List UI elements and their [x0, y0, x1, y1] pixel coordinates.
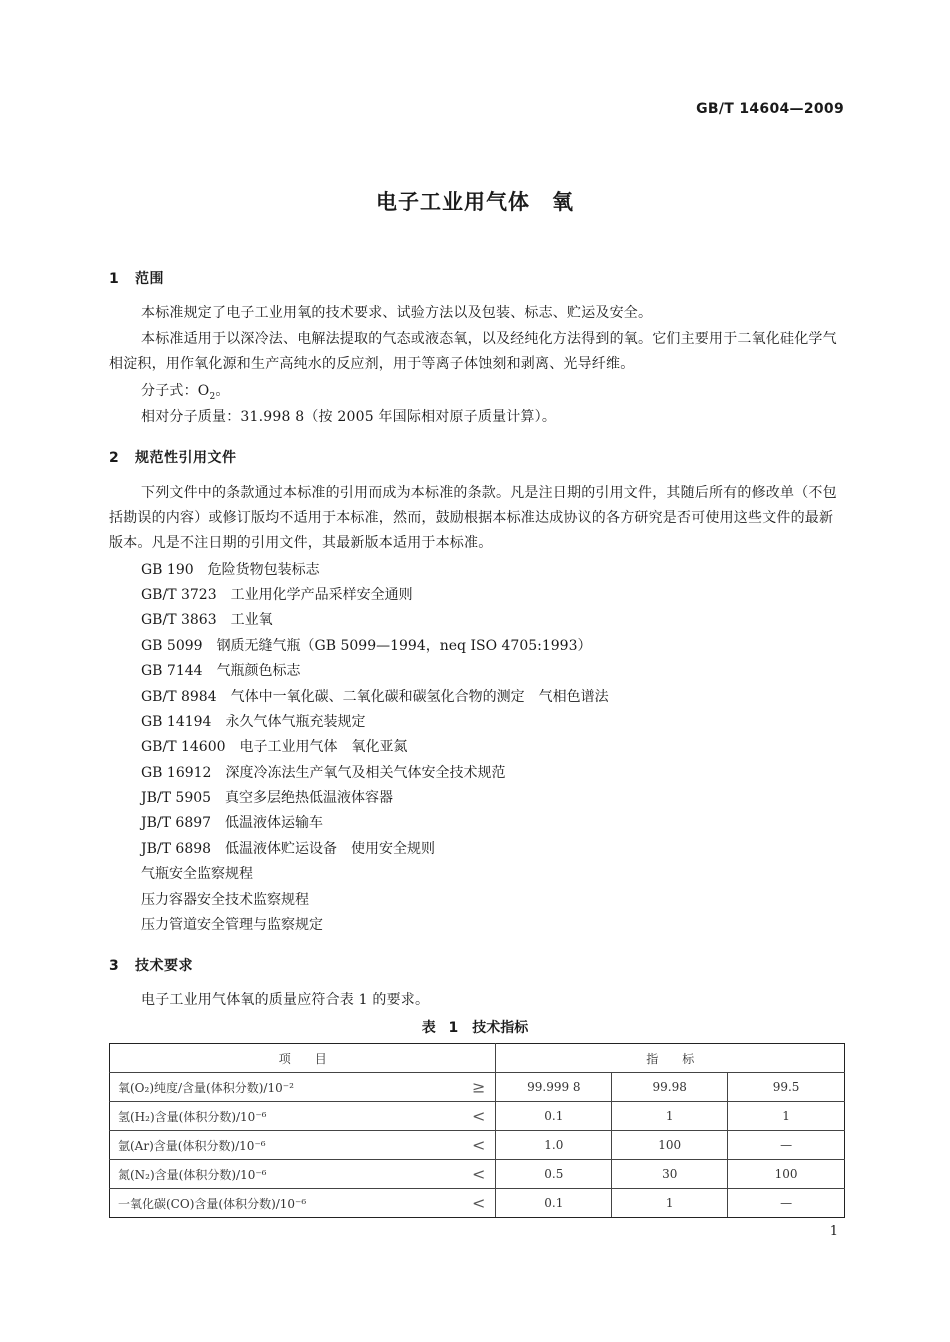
references-intro: 下列文件中的条款通过本标准的引用而成为本标准的条款。凡是注日期的引用文件，其随后所有的修改单（不包括勘误的内容）或修订版均不适用于本标准，然而，鼓励根据本标准达成协议的各方研究是否可使用这些文件的最新版本。凡是不注日期的引用文件，其最新版本适用于本标准。	[109, 485, 837, 551]
reference-title: 低温液体贮运设备 使用安全规则	[225, 841, 436, 857]
reference-code: GB/T 3723	[141, 587, 217, 603]
reference-item	[141, 585, 413, 605]
value-cell: 0.5	[496, 1160, 612, 1189]
table-row	[110, 1073, 845, 1102]
item-label: 氧(O₂)纯度/含量(体积分数)/10⁻²	[118, 1080, 294, 1095]
value-cell: 99.98	[612, 1073, 728, 1102]
formula-end: 。	[215, 383, 230, 399]
table-row	[110, 1189, 845, 1218]
value-cell: 0.1	[496, 1189, 612, 1218]
reference-code: GB/T 8984	[141, 689, 217, 705]
value-cell: 99.999 8	[496, 1073, 612, 1102]
reference-code: JB/T 6897	[141, 815, 212, 831]
value-cell: 1.0	[496, 1131, 612, 1160]
reference-title: 危险货物包装标志	[207, 562, 320, 578]
reference-item	[141, 737, 408, 757]
comparison-operator: <	[472, 1164, 486, 1184]
section-title: 规范性引用文件	[135, 450, 237, 466]
item-cell	[110, 1073, 496, 1102]
section-1-heading	[109, 268, 164, 288]
reference-item	[141, 839, 435, 859]
section-number: 3	[109, 958, 120, 974]
reference-title: 深度冷冻法生产氧气及相关气体安全技术规范	[225, 765, 506, 781]
item-label: 氮(N₂)含量(体积分数)/10⁻⁶	[118, 1167, 267, 1182]
technical-spec-table	[109, 1043, 845, 1218]
reference-item	[141, 560, 320, 580]
reference-code: GB 190	[141, 562, 194, 578]
reference-code: GB 14194	[141, 714, 212, 730]
section-3-heading	[109, 955, 193, 975]
table-row	[110, 1131, 845, 1160]
section-number: 1	[109, 271, 120, 287]
value-cell: 100	[612, 1131, 728, 1160]
table-row	[110, 1160, 845, 1189]
molar-mass: 相对分子质量：31.998 8（按 2005 年国际相对原子质量计算）。	[141, 409, 557, 425]
reference-title: 低温液体运输车	[225, 815, 324, 831]
reference-code: JB/T 5905	[141, 790, 212, 806]
value-cell: —	[728, 1131, 845, 1160]
table-header-row	[110, 1044, 845, 1073]
reference-title: 钢质无缝气瓶（GB 5099—1994，neq ISO 4705:1993）	[216, 638, 592, 654]
reference-item	[141, 813, 323, 833]
reference-title: 压力管道安全管理与监察规定	[141, 917, 323, 933]
reference-code: JB/T 6898	[141, 841, 212, 857]
reference-title: 气瓶颜色标志	[216, 663, 301, 679]
value-cell: 0.1	[496, 1102, 612, 1131]
reference-title: 永久气体气瓶充装规定	[225, 714, 366, 730]
reference-code: GB/T 3863	[141, 612, 217, 628]
reference-title: 工业用化学产品采样安全通则	[230, 587, 413, 603]
reference-title: 气体中一氧化碳、二氧化碳和碳氢化合物的测定 气相色谱法	[230, 689, 609, 705]
formula-label: 分子式：O	[141, 383, 210, 399]
value-cell: 30	[612, 1160, 728, 1189]
scope-paragraph-2: 本标准适用于以深冷法、电解法提取的气态或液态氧，以及经纯化方法得到的氧。它们主要用于二氧化硅化学气相淀积，用作氧化源和生产高纯水的反应剂，用于等离子体蚀刻和剥离、光导纤维。	[109, 331, 837, 372]
item-label: 氢(H₂)含量(体积分数)/10⁻⁶	[118, 1109, 267, 1124]
reference-item	[141, 610, 273, 630]
reference-item	[141, 864, 253, 884]
section-title: 范围	[135, 271, 164, 287]
reference-code: GB 7144	[141, 663, 203, 679]
reference-code: GB 16912	[141, 765, 212, 781]
requirements-intro: 电子工业用气体氧的质量应符合表 1 的要求。	[141, 992, 430, 1008]
reference-item	[141, 763, 505, 783]
reference-title: 工业氧	[230, 612, 273, 628]
value-cell: —	[728, 1189, 845, 1218]
header-item: 项 目	[110, 1044, 496, 1073]
scope-paragraph-1: 本标准规定了电子工业用氧的技术要求、试验方法以及包装、标志、贮运及安全。	[141, 305, 653, 321]
item-label: 氩(Ar)含量(体积分数)/10⁻⁶	[118, 1138, 266, 1153]
value-cell: 1	[728, 1102, 845, 1131]
reference-item	[141, 636, 591, 656]
section-number: 2	[109, 450, 120, 466]
reference-code: GB 5099	[141, 638, 203, 654]
comparison-operator: <	[472, 1193, 486, 1213]
reference-code: GB/T 14600	[141, 739, 226, 755]
table-caption: 表 1 技术指标	[421, 1020, 529, 1036]
reference-item	[141, 890, 309, 910]
reference-item	[141, 661, 301, 681]
standard-code: GB/T 14604—2009	[696, 101, 844, 117]
reference-item	[141, 788, 393, 808]
section-title: 技术要求	[135, 958, 193, 974]
header-index: 指 标	[496, 1044, 845, 1073]
item-cell	[110, 1160, 496, 1189]
reference-title: 压力容器安全技术监察规程	[141, 892, 309, 908]
reference-item	[141, 915, 323, 935]
item-cell	[110, 1189, 496, 1218]
page-number: 1	[829, 1224, 838, 1239]
comparison-operator: ≥	[472, 1077, 486, 1097]
item-cell	[110, 1131, 496, 1160]
reference-title: 真空多层绝热低温液体容器	[225, 790, 394, 806]
section-2-heading	[109, 447, 237, 467]
value-cell: 100	[728, 1160, 845, 1189]
item-cell	[110, 1102, 496, 1131]
comparison-operator: <	[472, 1106, 486, 1126]
reference-title: 气瓶安全监察规程	[141, 866, 253, 882]
formula-subscript: 2	[209, 391, 216, 402]
comparison-operator: <	[472, 1135, 486, 1155]
reference-item	[141, 712, 365, 732]
reference-item	[141, 687, 609, 707]
table-row	[110, 1102, 845, 1131]
reference-title: 电子工业用气体 氧化亚氮	[239, 739, 408, 755]
document-title: 电子工业用气体 氧	[376, 190, 574, 214]
item-label: 一氧化碳(CO)含量(体积分数)/10⁻⁶	[118, 1196, 307, 1211]
value-cell: 1	[612, 1189, 728, 1218]
value-cell: 99.5	[728, 1073, 845, 1102]
value-cell: 1	[612, 1102, 728, 1131]
